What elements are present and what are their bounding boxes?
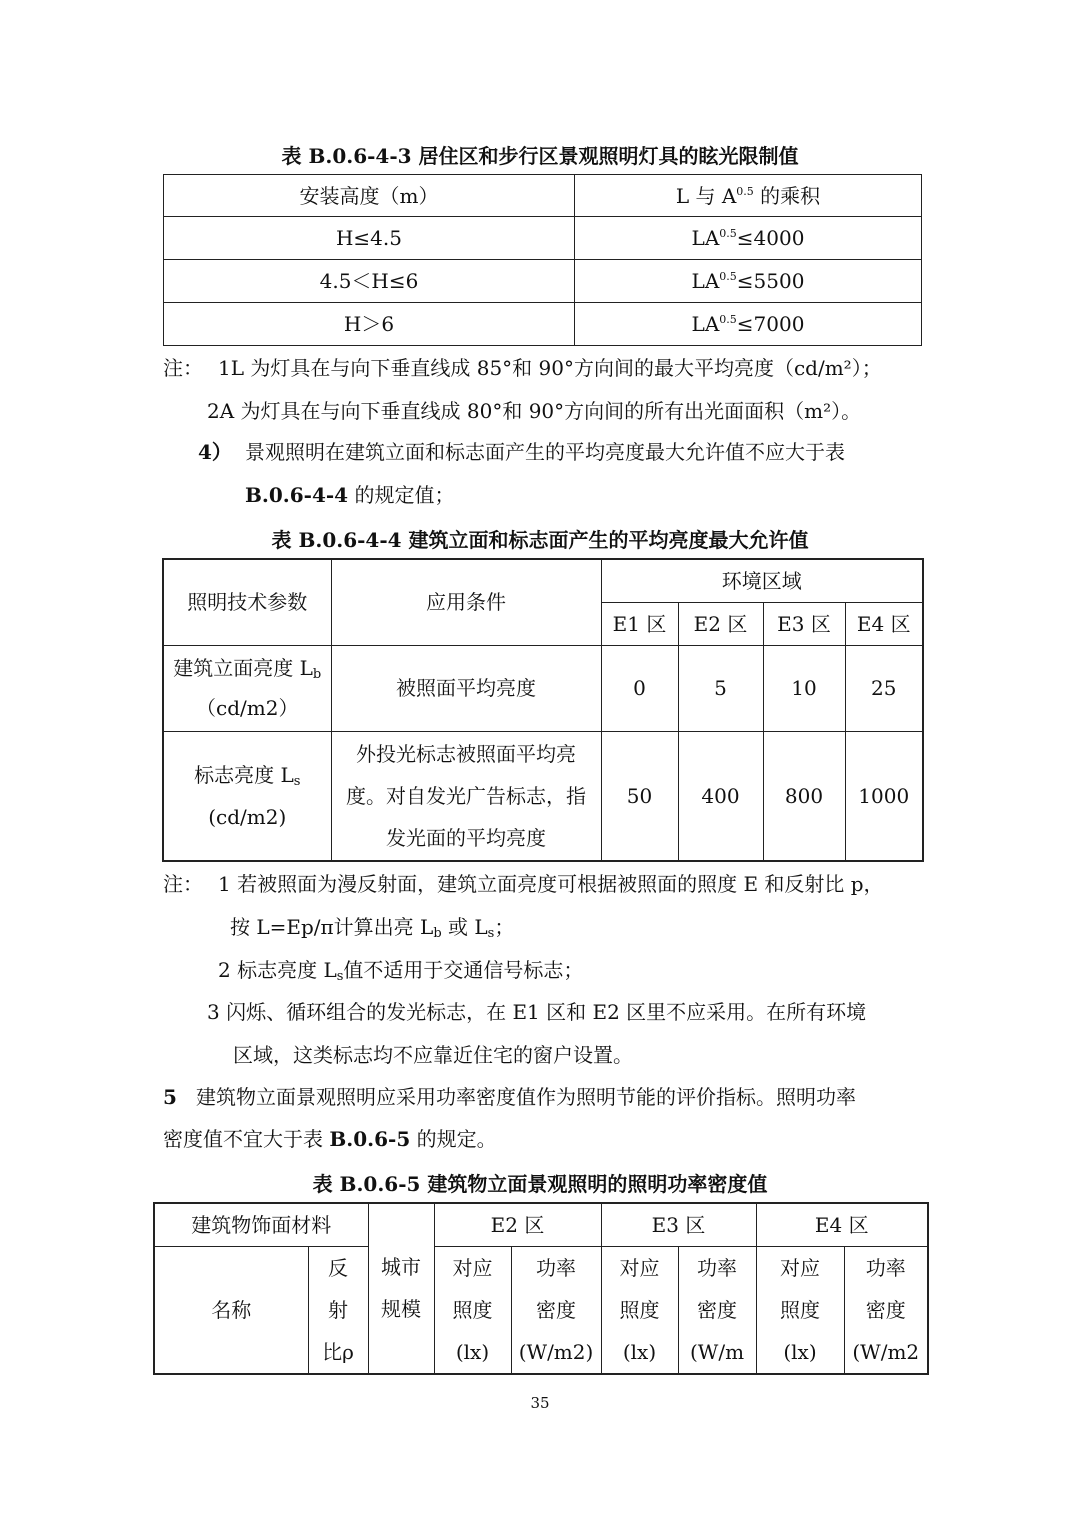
section5-text1: 建筑物立面景观照明应采用功率密度值作为照明节能的评价指标。照明功率: [196, 1085, 856, 1109]
table2-row1-param: 建筑立面亮度 $L_b$ （cd/m2）: [163, 645, 331, 731]
table1-header-height: 安装高度（m）: [164, 175, 575, 217]
notes1-item2: 2A 为灯具在与向下垂直线成 80°和 90°方向间的所有出光面面积（m²）。: [207, 399, 862, 423]
table3-header-power-e3: 功率 密度 (W/m: [678, 1246, 756, 1374]
table2-cell: 800: [763, 731, 845, 861]
table3-zone-e4: E4 区: [756, 1203, 928, 1246]
notes2-label: 注：: [163, 872, 203, 896]
table3-zone-e2: E2 区: [434, 1203, 601, 1246]
item4-number: 4）: [198, 440, 232, 464]
table2-header-param: 照明技术参数: [163, 559, 331, 645]
table3-header-illuminance-e4: 对应 照度 (lx): [756, 1246, 844, 1374]
table2-cell: 25: [845, 645, 923, 731]
table1-cell: $LA^{0.5}\le 5500$: [575, 260, 922, 303]
page-number: 35: [530, 1394, 550, 1412]
notes1-label: 注：: [163, 356, 203, 380]
table2-caption: 表 B.0.6-4-4 建筑立面和标志面产生的平均亮度最大允许值: [271, 528, 809, 552]
notes2-item3b: 区域，这类标志均不应靠近住宅的窗户设置。: [233, 1043, 633, 1067]
table3-header-name: 名称: [154, 1246, 308, 1374]
table2-cell: 10: [763, 645, 845, 731]
table2-header-condition: 应用条件: [331, 559, 601, 645]
table2-zone-e2: E2 区: [678, 602, 763, 645]
table2-cell: 1000: [845, 731, 923, 861]
table3-header-illuminance-e2: 对应 照度 (lx): [434, 1246, 511, 1374]
table3-header-material: 建筑物饰面材料: [154, 1203, 368, 1246]
table2: [162, 558, 924, 862]
table2-row2-condition: 外投光标志被照面平均亮 度。对自发光广告标志，指 发光面的平均亮度: [331, 731, 601, 861]
table2-zone-e1: E1 区: [601, 602, 678, 645]
table2-cell: 50: [601, 731, 678, 861]
table3-header-power-e2: 功率 密度 (W/m2): [511, 1246, 601, 1374]
table2-zone-e3: E3 区: [763, 602, 845, 645]
table1-cell: 4.5＜H≤6: [164, 260, 575, 303]
notes2-item3a: 3 闪烁、循环组合的发光标志，在 E1 区和 E2 区里不应采用。在所有环境: [207, 1000, 867, 1024]
table1-caption: 表 B.0.6-4-3 居住区和步行区景观照明灯具的眩光限制值: [281, 144, 799, 168]
notes2-item2: 2 标志亮度 $L_s$值不适用于交通信号标志；: [218, 958, 584, 984]
table2-cell: 5: [678, 645, 763, 731]
notes2-item1a: 1 若被照面为漫反射面，建筑立面亮度可根据被照面的照度 E 和反射比 p，: [218, 872, 884, 896]
table2-row1-condition: 被照面平均亮度: [331, 645, 601, 731]
table3-caption: 表 B.0.6-5 建筑物立面景观照明的照明功率密度值: [312, 1172, 768, 1196]
table3: [153, 1202, 929, 1375]
notes2-item1b: 按 L=Ep/π计算出亮 $L_b$ 或 $L_s$；: [230, 915, 515, 941]
table3-header-illuminance-e3: 对应 照度 (lx): [601, 1246, 678, 1374]
table3-header-power-e4: 功率 密度 (W/m2: [844, 1246, 928, 1374]
item4-ref-line: B.0.6-4-4 的规定值；: [245, 483, 455, 507]
table2-header-zone: 环境区域: [601, 559, 923, 602]
table1-cell: H≤4.5: [164, 217, 575, 260]
table3-zone-e3: E3 区: [601, 1203, 756, 1246]
table1-cell: H＞6: [164, 303, 575, 346]
table3-header-city: 城市 规模: [368, 1203, 434, 1374]
table1-header-product: L 与 $A^{0.5}$ 的乘积: [575, 175, 922, 217]
table1: [163, 174, 922, 346]
section5-text2: 密度值不宜大于表 B.0.6-5 的规定。: [163, 1127, 497, 1151]
item4-text: 景观照明在建筑立面和标志面产生的平均亮度最大允许值不应大于表: [245, 440, 845, 464]
table2-cell: 0: [601, 645, 678, 731]
table2-row2-param: 标志亮度 $L_s$ (cd/m2): [163, 731, 331, 861]
section5-number: 5: [163, 1085, 177, 1109]
table2-cell: 400: [678, 731, 763, 861]
table3-header-reflectance: 反 射 比ρ: [308, 1246, 368, 1374]
table1-cell: $LA^{0.5}\le 4000$: [575, 217, 922, 260]
notes1-item1: 1L 为灯具在与向下垂直线成 85°和 90°方向间的最大平均亮度（cd/m²）；: [218, 356, 882, 380]
table2-zone-e4: E4 区: [845, 602, 923, 645]
table1-cell: $LA^{0.5}\le 7000$: [575, 303, 922, 346]
